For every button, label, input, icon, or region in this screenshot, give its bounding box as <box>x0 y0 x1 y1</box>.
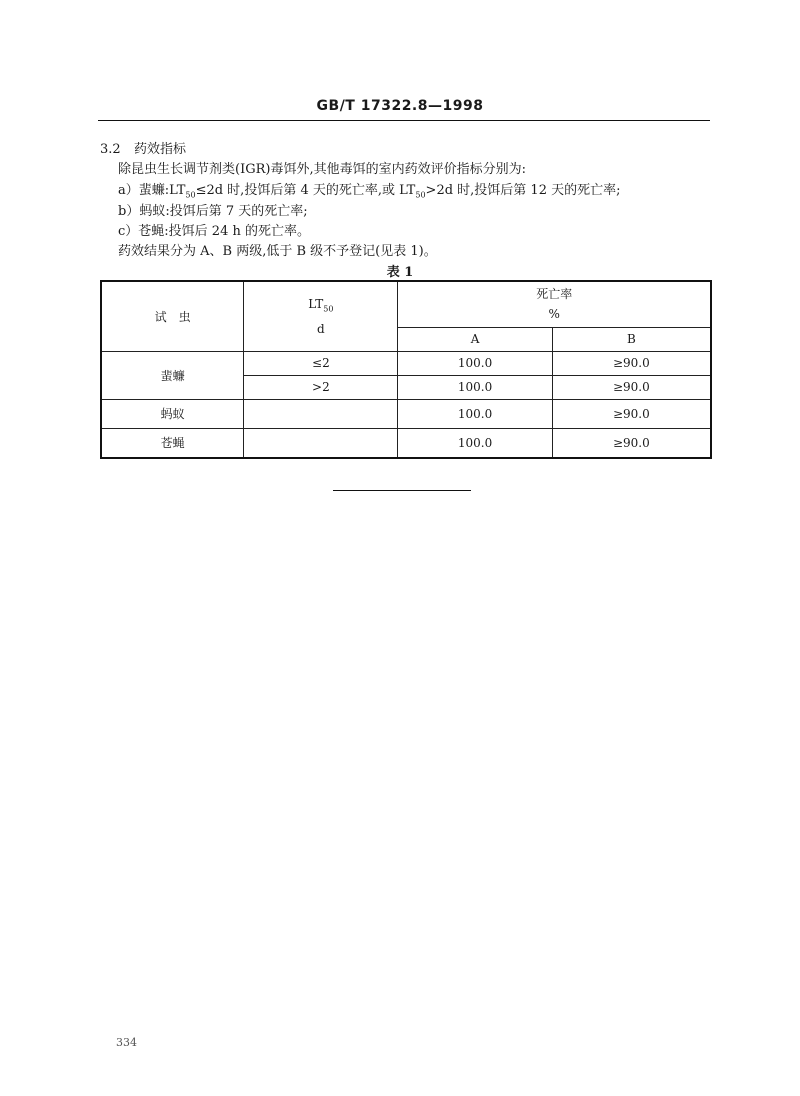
standard-code: GB/T 17322.8—1998 <box>316 98 484 114</box>
item-c: c）苍蝇:投饵后 24 h 的死亡率。 <box>118 224 310 239</box>
table-caption: 表 1 <box>386 265 414 280</box>
header-lt50-label <box>244 294 397 319</box>
section-number: 3.2 <box>100 142 121 157</box>
cell-grade-b: ≥90.0 <box>552 375 711 399</box>
item-a <box>118 179 620 200</box>
header-grade-a: A <box>398 327 552 351</box>
item-a-post: >2d 时,投饵后第 12 天的死亡率; <box>425 183 621 198</box>
header-rule <box>98 120 710 121</box>
cell-lt: >2 <box>244 375 398 399</box>
header-insect: 试 虫 <box>101 281 244 351</box>
mortality-label: 死亡率 <box>536 287 573 302</box>
end-of-document-rule <box>333 490 471 491</box>
cell-grade-a: 100.0 <box>398 351 552 375</box>
cell-grade-a: 100.0 <box>398 399 552 428</box>
cell-insect: 蜚蠊 <box>101 351 244 399</box>
mortality-unit: % <box>548 307 560 322</box>
header-lt50 <box>244 281 398 351</box>
section-heading <box>100 138 186 157</box>
lt-sub: 50 <box>323 303 334 313</box>
item-a-sub2: 50 <box>415 190 426 200</box>
cell-grade-b: ≥90.0 <box>552 351 711 375</box>
cell-insect: 苍蝇 <box>101 428 244 458</box>
item-b: b）蚂蚁:投饵后第 7 天的死亡率; <box>118 204 308 219</box>
cell-lt <box>244 399 398 428</box>
efficacy-table <box>100 280 712 459</box>
table-row <box>101 399 711 428</box>
lt-main: LT <box>308 296 324 311</box>
page-number: 334 <box>116 1036 137 1049</box>
cell-grade-b: ≥90.0 <box>552 428 711 458</box>
header-grade-b: B <box>552 327 711 351</box>
section-title: 药效指标 <box>134 142 187 157</box>
result-paragraph: 药效结果分为 A、B 两级,低于 B 级不予登记(见表 1)。 <box>118 244 437 259</box>
item-a-sub1: 50 <box>185 190 196 200</box>
cell-grade-b: ≥90.0 <box>552 399 711 428</box>
header-mortality <box>398 281 711 327</box>
header-lt50-unit: d <box>317 321 325 336</box>
intro-paragraph: 除昆虫生长调节剂类(IGR)毒饵外,其他毒饵的室内药效评价指标分别为: <box>118 162 526 177</box>
item-a-mid: ≤2d 时,投饵后第 4 天的死亡率,或 LT <box>195 183 416 198</box>
item-a-pre: a）蜚蠊:LT <box>118 183 186 198</box>
cell-grade-a: 100.0 <box>398 375 552 399</box>
table-row <box>101 351 711 375</box>
table-header-row <box>101 281 711 327</box>
cell-grade-a: 100.0 <box>398 428 552 458</box>
cell-insect: 蚂蚁 <box>101 399 244 428</box>
cell-lt: ≤2 <box>244 351 398 375</box>
table-row <box>101 428 711 458</box>
cell-lt <box>244 428 398 458</box>
